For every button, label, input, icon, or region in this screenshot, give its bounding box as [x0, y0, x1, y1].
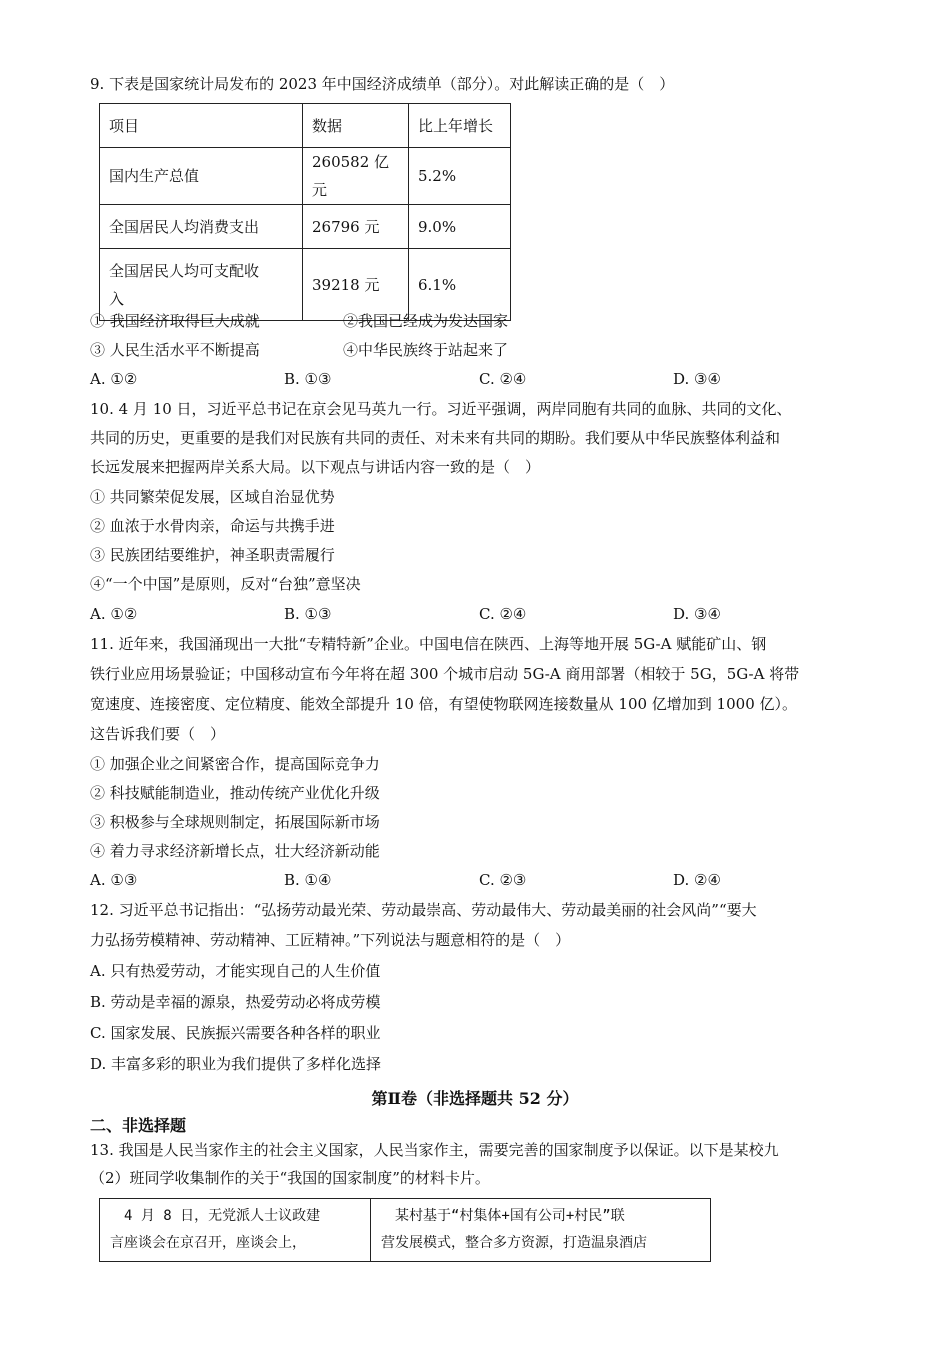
q10-option-a[interactable]: A. ①②: [90, 605, 138, 623]
q9-option-a[interactable]: A. ①②: [90, 370, 138, 388]
table-header-row: [100, 104, 511, 148]
q11-statement-3: ③ 积极参与全球规则制定，拓展国际新市场: [90, 813, 380, 831]
cell-growth: 6.1%: [409, 249, 511, 321]
q12-option-d[interactable]: D. 丰富多彩的职业为我们提供了多样化选择: [90, 1055, 382, 1073]
cell-item: [100, 249, 303, 321]
q10-option-b[interactable]: B. ①③: [284, 605, 332, 623]
card-left: [100, 1199, 371, 1261]
q9-option-d[interactable]: D. ③④: [673, 370, 721, 388]
q9-stem: 9. 下表是国家统计局发布的 2023 年中国经济成绩单（部分）。对此解读正确的是（ ）: [90, 75, 675, 93]
economy-table: [99, 103, 511, 321]
q9-option-b[interactable]: B. ①③: [284, 370, 332, 388]
header-growth: 比上年增长: [409, 104, 511, 148]
part2-title: 第Ⅱ卷（非选择题共 52 分）: [371, 1089, 579, 1108]
q11-option-a[interactable]: A. ①③: [90, 871, 138, 889]
q10-line-2: 共同的历史，更重要的是我们对民族有共同的责任、对未来有共同的期盼。我们要从中华民族整体利益和: [90, 429, 781, 447]
q11-line-2: 铁行业应用场景验证；中国移动宣布今年将在超 300 个城市启动 5G-A 商用部署（相较于 5G，5G-A 将带: [90, 665, 800, 683]
q11-statement-2: ② 科技赋能制造业，推动传统产业优化升级: [90, 784, 380, 802]
card-right-line-2: 营发展模式，整合多方资源，打造温泉酒店: [381, 1235, 647, 1251]
table-row: [100, 148, 511, 205]
cell-item-line1: 全国居民人均可支配收: [109, 261, 260, 280]
cell-item: 全国居民人均消费支出: [100, 205, 303, 249]
q12-option-b[interactable]: B. 劳动是幸福的源泉，热爱劳动必将成劳模: [90, 993, 381, 1011]
table-row: [100, 249, 511, 321]
table-row: [100, 205, 511, 249]
card-right: [371, 1199, 710, 1261]
cell-item: 国内生产总值: [100, 148, 303, 205]
q11-line-1: 11. 近年来，我国涌现出一大批“专精特新”企业。中国电信在陕西、上海等地开展 5G-A 赋能矿山、钢: [90, 635, 767, 653]
q11-line-3: 宽速度、连接密度、定位精度、能效全部提升 10 倍，有望使物联网连接数量从 100 亿增加到 1000 亿）。: [90, 695, 798, 713]
q10-statement-1: ① 共同繁荣促发展，区域自治显优势: [90, 488, 335, 506]
cell-growth: 9.0%: [409, 205, 511, 249]
q9-option-c[interactable]: C. ②④: [479, 370, 527, 388]
material-card: [99, 1198, 711, 1262]
q12-option-c[interactable]: C. 国家发展、民族振兴需要各种各样的职业: [90, 1024, 381, 1042]
q12-option-a[interactable]: A. 只有热爱劳动，才能实现自己的人生价值: [90, 962, 381, 980]
header-data: 数据: [303, 104, 409, 148]
cell-item-line2: 入: [109, 289, 125, 308]
q12-line-2: 力弘扬劳模精神、劳动精神、工匠精神。”下列说法与题意相符的是（ ）: [90, 931, 571, 949]
q10-statement-3: ③ 民族团结要维护，神圣职责需履行: [90, 546, 335, 564]
header-item: 项目: [100, 104, 303, 148]
q10-option-c[interactable]: C. ②④: [479, 605, 527, 623]
q11-option-d[interactable]: D. ②④: [673, 871, 721, 889]
q11-option-b[interactable]: B. ①④: [284, 871, 332, 889]
q9-statement-3: ③ 人民生活水平不断提高: [90, 341, 260, 359]
q10-line-1: 10. 4 月 10 日，习近平总书记在京会见马英九一行。习近平强调，两岸同胞有共同的血脉、共同的文化、: [90, 400, 792, 418]
q13-line-2: （2）班同学收集制作的关于“我国的国家制度”的材料卡片。: [90, 1169, 490, 1187]
q10-option-d[interactable]: D. ③④: [673, 605, 721, 623]
q11-option-c[interactable]: C. ②③: [479, 871, 527, 889]
q11-line-4: 这告诉我们要（ ）: [90, 725, 226, 743]
part2-heading: 二、非选择题: [90, 1116, 187, 1135]
card-left-line-1: 4 月 8 日，无党派人士议政建: [110, 1208, 321, 1224]
cell-data: 26796 元: [303, 205, 409, 249]
q9-statement-4: ④中华民族终于站起来了: [343, 341, 509, 359]
q11-statement-4: ④ 着力寻求经济新增长点，壮大经济新动能: [90, 842, 380, 860]
q9-statement-1: ① 我国经济取得巨大成就: [90, 312, 260, 330]
cell-growth: 5.2%: [409, 148, 511, 205]
card-left-line-2: 言座谈会在京召开，座谈会上，: [110, 1235, 306, 1251]
q10-line-3: 长远发展来把握两岸关系大局。以下观点与讲话内容一致的是（ ）: [90, 458, 541, 476]
q10-statement-4: ④“一个中国”是原则，反对“台独”意坚决: [90, 575, 361, 593]
q12-line-1: 12. 习近平总书记指出：“弘扬劳动最光荣、劳动最崇高、劳动最伟大、劳动最美丽的社会风尚”“要大: [90, 901, 757, 919]
q13-line-1: 13. 我国是人民当家作主的社会主义国家，人民当家作主，需要完善的国家制度予以保证。以下是某校九: [90, 1141, 779, 1159]
cell-data: 260582 亿元: [303, 148, 409, 205]
q10-statement-2: ② 血浓于水骨肉亲，命运与共携手进: [90, 517, 335, 535]
cell-data: 39218 元: [303, 249, 409, 321]
q11-statement-1: ① 加强企业之间紧密合作，提高国际竞争力: [90, 755, 380, 773]
card-right-line-1: 某村基于“村集体+国有公司+村民”联: [381, 1208, 625, 1224]
q9-statement-2: ②我国已经成为发达国家: [343, 312, 509, 330]
